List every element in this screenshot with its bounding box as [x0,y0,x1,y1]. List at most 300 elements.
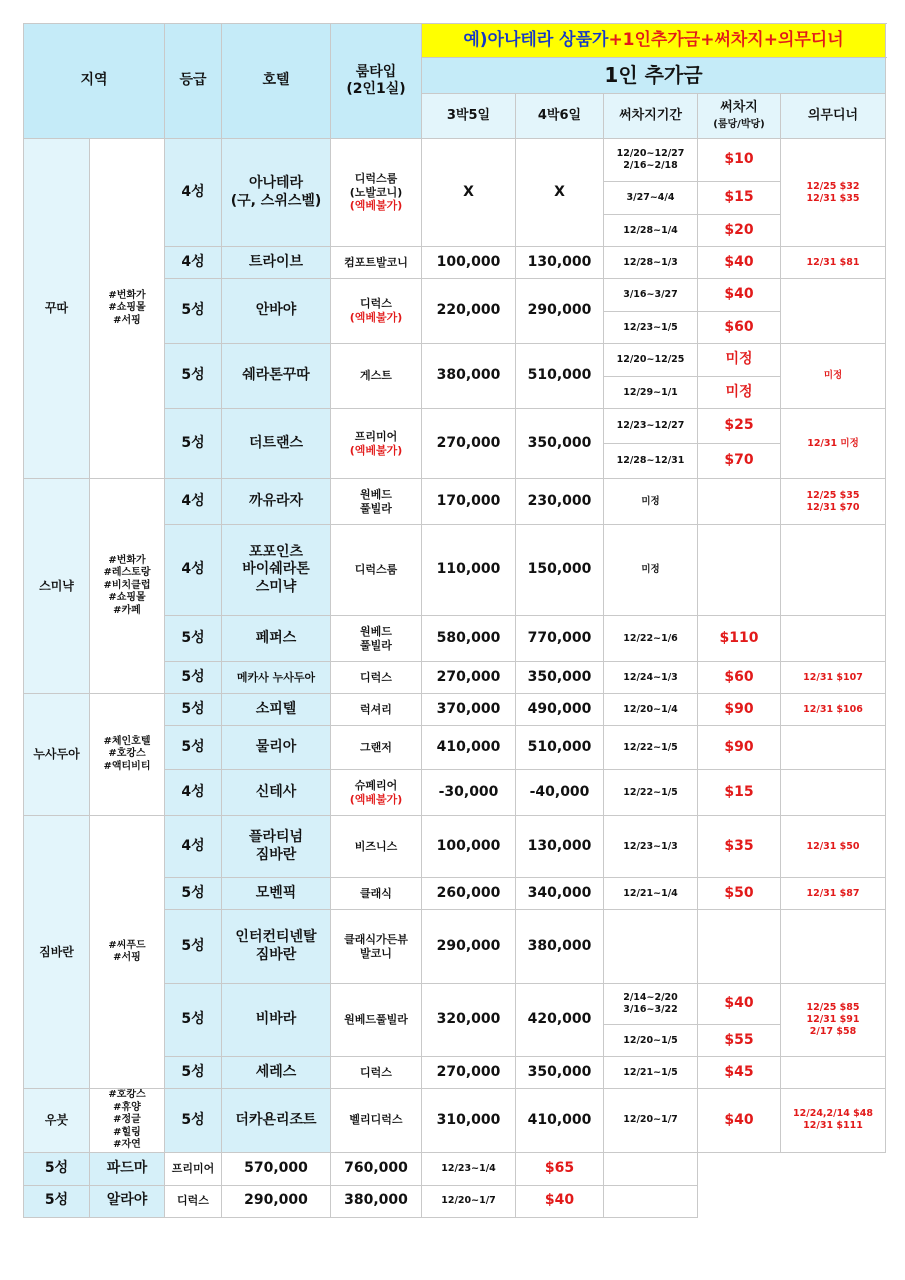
mandatory-dinner [781,878,886,910]
price-3n5d [422,139,516,247]
table-row [24,1152,886,1185]
text-line: 파드마 [106,1159,148,1176]
region-tags [90,139,165,479]
surcharge-period [604,215,698,247]
surcharge-amount [698,377,781,409]
text-line: 벨리디럭스 [349,1113,403,1127]
hotel-grade [165,1089,222,1153]
header-hotel [222,24,331,139]
text-line: 플라티넘 [248,829,304,845]
surcharge-period [604,726,698,770]
mandatory-dinner [781,694,886,726]
hotel-grade [165,878,222,910]
cell-text: 5성 [181,937,205,954]
cell-text: 320,000 [436,1011,501,1028]
cell-text: 380,000 [344,1192,408,1209]
text-line: 더카욘리조트 [235,1111,317,1128]
text-line: 원베드 [360,624,392,638]
text-line: #비치클럽 [103,579,151,591]
surcharge-period [604,377,698,409]
cell-text: 3/27~4/4 [626,192,675,204]
text-line: 바이쉐라톤 [242,561,310,578]
room-type [331,726,422,770]
surcharge-period [604,409,698,444]
text-line: 2/17 $58 [809,1025,857,1037]
text-line: #카페 [113,604,141,616]
price-table [23,23,886,1218]
region-tags [90,694,165,816]
surcharge-amount [698,1025,781,1057]
text-line: 클래식가든뷰 [344,932,408,946]
price-3n5d [422,662,516,694]
cell-text: 5성 [181,700,205,717]
cell-text: (엑베불가) [349,311,403,324]
cell-text: 5성 [181,434,205,451]
price-3n5d [422,279,516,344]
cell-text: (엑베불가) [349,443,403,457]
price-3n5d [422,1089,516,1153]
cell-text: $90 [724,700,754,717]
cell-text: $40 [724,1111,754,1128]
cell-text: -30,000 [438,783,499,800]
room-type [331,984,422,1057]
hotel-grade [165,344,222,409]
text-line: (노발코니) [349,185,403,199]
hotel-name [90,1185,165,1217]
surcharge-amount [516,1152,604,1185]
surcharge-period: 2/14~2/20 3/16~3/22 [604,984,698,1025]
surcharge-amount [698,878,781,910]
table-row [24,1185,886,1217]
surcharge-amount [698,409,781,444]
surcharge-amount [698,910,781,984]
header-dinner [781,94,886,139]
surcharge-amount [698,444,781,479]
cell-text: 270,000 [436,1063,501,1080]
price-3n5d [422,984,516,1057]
mandatory-dinner [781,344,886,409]
text-line: 세레스 [255,1063,297,1080]
price-3n5d [222,1185,331,1217]
text-line: 알라야 [106,1192,148,1209]
surcharge-period [422,1152,516,1185]
text-line: 12/31 $91 [806,1014,860,1026]
mandatory-dinner [781,910,886,984]
text-line: 스미냑 [255,578,297,595]
text-line: 12/31 미정 [807,437,859,449]
cell-text: 써차지기간 [619,107,682,123]
room-type [331,662,422,694]
header-4n6d [516,94,604,139]
text-line: 까유라자 [248,492,304,509]
header-region [24,24,165,139]
cell-text: $55 [724,1031,754,1048]
text-line: 12/25 $35 [806,489,860,501]
cell-text: 12/29~1/1 [623,386,678,398]
cell-text: 12/20~1/7 [623,1114,678,1126]
surcharge-period [604,910,698,984]
mandatory-dinner [604,1185,698,1217]
text-line: 비바라 [255,1011,297,1028]
mandatory-dinner [781,479,886,525]
cell-text: 4성 [181,492,205,509]
cell-text: +1인추가금+써차지+의무디너 [608,29,844,50]
text-line: 디럭스룸 [354,171,398,185]
hotel-grade [165,409,222,479]
price-4n6d [516,910,604,984]
text-line: 12/31 $35 [806,192,860,204]
text-line: 디럭스 [177,1194,209,1208]
cell-text: 510,000 [527,738,592,755]
text-line: 안바야 [255,302,297,319]
price-3n5d [422,878,516,910]
cell-text: 12/21~1/5 [623,1066,678,1078]
mandatory-dinner [781,279,886,344]
cell-text: 350,000 [527,434,592,451]
surcharge-period [604,344,698,377]
cell-text: 12/20~1/4 [623,703,678,715]
cell-text: (엑베불가) [349,199,403,213]
cell-text: 누사두아 [33,747,80,761]
cell-text: 미정 [641,495,660,507]
text-line: #쇼핑몰 [108,592,146,604]
cell-text: X [463,183,474,200]
text-line: #휴양 [113,1101,141,1113]
header-roomtype [331,24,422,139]
price-4n6d [516,616,604,662]
cell-text: 130,000 [527,253,592,270]
cell-text: (2인1실) [346,81,406,97]
cell-text: 510,000 [527,367,592,384]
text-line: 신테사 [255,783,297,800]
region-name [24,1089,90,1153]
price-4n6d [516,139,604,247]
cell-text: 1인 추가금 [604,63,703,87]
price-4n6d [516,525,604,616]
surcharge-amount [698,279,781,312]
price-3n5d [422,247,516,279]
cell-text: 미정 [641,564,660,576]
cell-text: 4성 [181,561,205,578]
surcharge-amount [698,816,781,878]
cell-text: $40 [544,1192,575,1209]
text-line: 원베드풀빌라 [344,1013,408,1027]
price-4n6d [516,1057,604,1089]
cell-text: 760,000 [344,1159,408,1176]
text-line: #액티비티 [103,760,151,772]
text-line: 물리아 [255,738,297,755]
room-type [331,279,422,344]
price-3n5d [422,616,516,662]
price-3n5d [422,726,516,770]
price-4n6d [516,247,604,279]
price-3n5d [422,344,516,409]
text-line: #호캉스 [108,1089,146,1100]
price-4n6d [516,279,604,344]
text-line: 12/25 $32 [806,180,860,192]
mandatory-dinner [781,984,886,1057]
text-line: 프리미어 [354,429,398,443]
room-type [331,409,422,479]
cell-text: 5성 [181,1063,205,1080]
cell-text: 5성 [181,884,205,901]
cell-text: 5성 [181,367,205,384]
text-line: 아나테라 [248,175,304,191]
hotel-name [90,1152,165,1185]
text-line: 12/31 $111 [803,1120,863,1132]
cell-text: 5성 [44,1192,69,1209]
surcharge-period [604,616,698,662]
cell-text: 12/20~1/5 [623,1034,678,1046]
hotel-name [222,479,331,525]
cell-text: 410,000 [436,738,501,755]
cell-text: 예)아나테라 상품가 [463,29,609,50]
cell-text: 100,000 [436,837,501,854]
cell-text: 룸타입 [355,63,397,80]
cell-text: 220,000 [436,302,501,319]
hotel-name [222,409,331,479]
surcharge-amount [698,344,781,377]
cell-text: 미정 [725,383,753,400]
mandatory-dinner [781,726,886,770]
surcharge-period [604,770,698,816]
text-line: 프리미어 [171,1161,215,1175]
surcharge-amount [698,479,781,525]
text-line: 12/31 $81 [806,256,860,268]
price-3n5d [222,1152,331,1185]
cell-text: 230,000 [527,492,592,509]
surcharge-period [604,479,698,525]
cell-text: 4박6일 [537,107,582,123]
text-line: 풀빌라 [360,501,392,515]
cell-text: -40,000 [529,783,590,800]
cell-text: 770,000 [527,629,592,646]
hotel-grade [24,1185,90,1217]
cell-text: 310,000 [436,1111,501,1128]
hotel-grade [165,1057,222,1089]
room-type [331,816,422,878]
mandatory-dinner [781,139,886,247]
cell-text: 12/20~12/25 [616,354,685,366]
cell-text: 12/24~1/3 [623,671,678,683]
text-line: 12/31 $70 [806,501,860,513]
cell-text: 580,000 [436,629,501,646]
header-grade [165,24,222,139]
price-3n5d [422,694,516,726]
cell-text: $50 [724,884,754,901]
mandatory-dinner [781,409,886,479]
surcharge-amount [698,182,781,215]
surcharge-amount [698,662,781,694]
cell-text: 지역 [80,72,108,89]
hotel-name [222,770,331,816]
cell-text: $40 [724,253,754,270]
hotel-grade [165,279,222,344]
price-3n5d [422,910,516,984]
table-row [24,1089,886,1153]
cell-text: 170,000 [436,492,501,509]
cell-text: 12/21~1/4 [623,887,678,899]
cell-text: $10 [724,151,754,168]
cell-text: 4성 [181,183,205,200]
text-line: 미정 [823,370,843,382]
hotel-name [222,1057,331,1089]
mandatory-dinner [781,662,886,694]
cell-text: 등급 [179,72,207,89]
hotel-name [222,344,331,409]
hotel-name [222,984,331,1057]
price-3n5d [422,409,516,479]
surcharge-amount [698,525,781,616]
text-line: 비즈니스 [354,839,398,853]
cell-text: 410,000 [527,1111,592,1128]
text-line: #호캉스 [108,748,146,760]
text-line: 12/25 $85 [806,1002,860,1014]
room-type [331,616,422,662]
text-line: 소피텔 [255,700,297,717]
region-name [24,816,90,1089]
cell-text: $45 [724,1063,754,1080]
cell-text: X [554,183,565,200]
text-line: 메카사 누사두아 [236,670,316,684]
cell-text: 12/20~1/7 [441,1195,496,1207]
surcharge-period [604,662,698,694]
room-type [331,878,422,910]
region-tags [90,816,165,1089]
cell-text: 420,000 [527,1011,592,1028]
price-4n6d [516,816,604,878]
surcharge-period [604,182,698,215]
mandatory-dinner [781,770,886,816]
hotel-grade [165,984,222,1057]
cell-text: 100,000 [436,253,501,270]
hotel-name [222,139,331,247]
cell-text: 5성 [181,738,205,755]
room-type [331,247,422,279]
table-row [24,694,886,726]
text-line: 12/31 $106 [803,703,863,715]
text-line: 쉐라톤꾸따 [242,367,310,384]
cell-text: $40 [724,286,754,303]
cell-text: $65 [544,1159,575,1176]
room-type [165,1185,222,1217]
hotel-name [222,247,331,279]
price-3n5d [422,816,516,878]
text-line: 슈페리어 [354,778,398,792]
surcharge-amount [698,984,781,1025]
text-line: #번화가 [108,554,146,566]
price-4n6d [331,1152,422,1185]
price-4n6d [516,770,604,816]
surcharge-amount [698,215,781,247]
price-4n6d [516,726,604,770]
cell-text: 호텔 [262,72,290,89]
text-line: #쇼핑몰 [108,302,146,314]
cell-text: 3박5일 [446,107,491,123]
text-line: (구, 스위스벨) [230,192,322,209]
text-line: 트라이브 [248,253,304,270]
cell-text: 12/28~1/4 [623,224,678,236]
surcharge-period [604,694,698,726]
cell-text: $110 [719,629,759,646]
surcharge-amount [698,770,781,816]
room-type [331,344,422,409]
cell-text: 우붓 [44,1112,69,1127]
cell-text: $40 [724,995,754,1012]
table-row [24,139,886,182]
cell-text: 290,000 [527,302,592,319]
cell-text: 12/23~12/27 [616,420,685,432]
region-name [24,139,90,479]
cell-text: 4성 [181,253,205,270]
text-line: #씨푸드 [108,939,146,951]
surcharge-amount [698,312,781,344]
text-line: 원베드 [360,487,392,501]
text-line: 12/24,2/14 $48 [793,1108,873,1120]
hotel-grade [165,770,222,816]
price-4n6d [331,1185,422,1217]
cell-text: $90 [724,738,754,755]
text-line: 컴포트발코니 [344,255,408,269]
room-type [331,479,422,525]
mandatory-dinner [781,247,886,279]
mandatory-dinner [781,1057,886,1089]
hotel-name [222,1089,331,1153]
cell-text: 12/22~1/6 [623,632,678,644]
cell-text: 380,000 [436,367,501,384]
price-3n5d [422,525,516,616]
text-line: 짐바란 [255,846,297,863]
cell-text: 12/23~1/4 [441,1162,496,1174]
room-type [331,910,422,984]
cell-text: 써차지 [720,99,758,115]
text-line: 게스트 [360,369,392,383]
hotel-grade [165,694,222,726]
cell-text: 미정 [725,351,753,368]
room-type [331,1089,422,1153]
surcharge-period [422,1185,516,1217]
surcharge-amount [516,1185,604,1217]
cell-text: 스미냑 [39,578,74,593]
surcharge-period [604,525,698,616]
subtitle [422,58,886,94]
cell-text: 4성 [181,783,205,800]
table-row [24,816,886,878]
hotel-name [222,616,331,662]
text-line: 디럭스룸 [354,563,398,577]
surcharge-amount [698,139,781,182]
room-type [331,139,422,247]
cell-text: $60 [724,668,754,685]
price-3n5d [422,1057,516,1089]
cell-text: $60 [724,318,754,335]
room-type [165,1152,222,1185]
header-3n5d [422,94,516,139]
cell-text: $70 [724,452,754,469]
hotel-grade [165,479,222,525]
surcharge-period [604,1057,698,1089]
price-3n5d [422,479,516,525]
text-line: #자연 [113,1139,141,1150]
cell-text: $35 [724,837,754,854]
mandatory-dinner [781,1089,886,1153]
cell-text: 12/23~1/3 [623,840,678,852]
region-tags [90,1089,165,1153]
surcharge-period [604,444,698,479]
cell-text: $25 [724,417,754,434]
cell-text: 의무디너 [807,107,859,123]
cell-text: 260,000 [436,884,501,901]
